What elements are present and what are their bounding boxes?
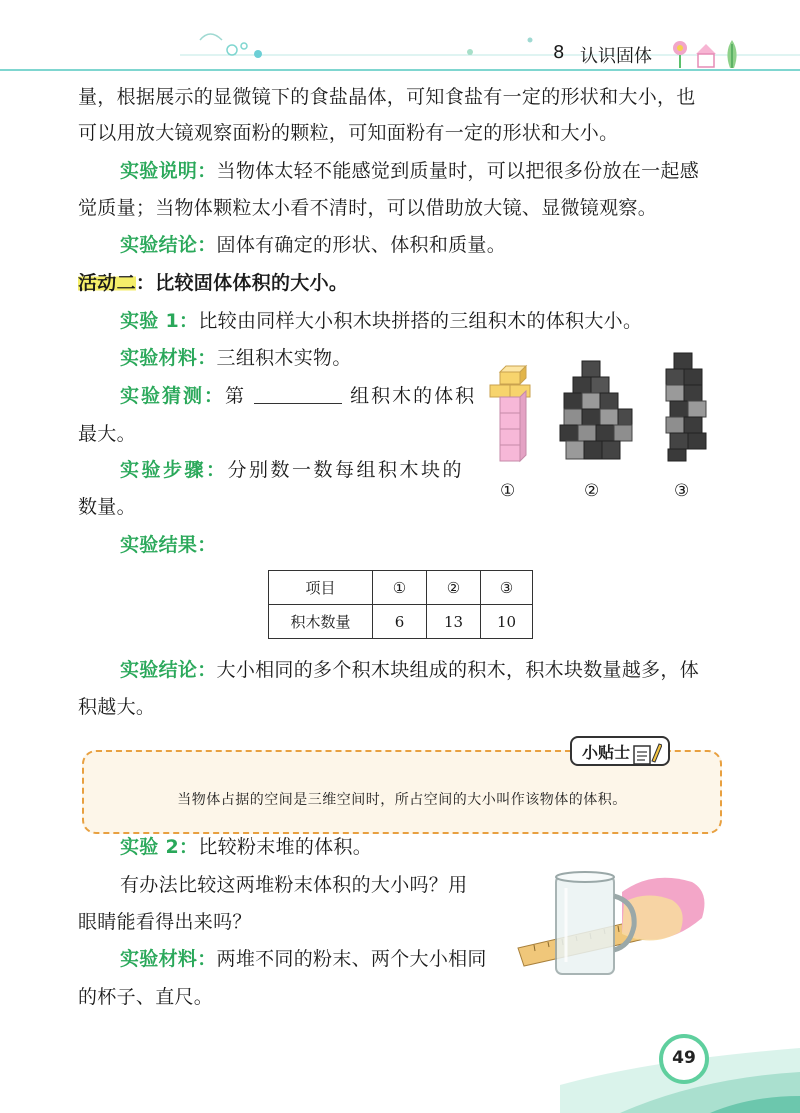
figure-label-2: ②	[584, 481, 600, 501]
paragraph-line: 可以用放大镜观察面粉的颗粒，可知面粉有一定的形状和大小。	[78, 122, 619, 144]
experiment-note	[120, 159, 699, 183]
activity-2-heading	[78, 271, 348, 295]
guess-post: 组积木的体积	[350, 385, 477, 407]
tip-badge	[570, 736, 670, 766]
exp1-label: 实验 1：	[120, 310, 199, 332]
conclusion-label: 实验结论：	[120, 234, 217, 256]
steps-text: 分别数一数每组积木块的	[227, 459, 465, 481]
table-header-cell: ②	[427, 571, 481, 605]
materials-2	[120, 947, 487, 971]
paragraph-line: 量，根据展示的显微镜下的食盐晶体，可知食盐有一定的形状和大小，也	[78, 86, 696, 108]
cup-powder-ruler-illustration	[512, 862, 712, 982]
page-number: 49	[672, 1048, 696, 1068]
figure-label-1: ①	[500, 481, 516, 501]
exp2-text: 比较粉末堆的体积。	[198, 836, 373, 858]
block-group-2	[560, 361, 632, 459]
conclusion-1	[120, 233, 506, 257]
tip-title: 小贴士	[582, 743, 631, 762]
guess-label: 实验猜测：	[120, 385, 226, 407]
conclusion-text: 固体有确定的形状、体积和质量。	[216, 234, 507, 256]
table-header-cell: 项目	[269, 571, 373, 605]
flower-house-icon	[668, 34, 748, 72]
table-header-cell: ①	[373, 571, 427, 605]
results-table	[268, 570, 533, 639]
materials1-label: 实验材料：	[120, 347, 217, 369]
paragraph-line: 最大。	[78, 423, 136, 445]
guess	[120, 384, 476, 408]
paragraph-line: 觉质量；当物体颗粒太小看不清时，可以借助放大镜、显微镜观察。	[78, 197, 658, 219]
block-group-3	[666, 353, 706, 461]
header-chapter-title: 认识固体	[580, 46, 652, 67]
exp2-label: 实验 2：	[120, 836, 199, 858]
notepad-pencil-icon	[632, 741, 662, 767]
activity-2-text: ：比较固体体积的大小。	[135, 272, 349, 294]
experiment-1	[120, 309, 642, 333]
exp1-text: 比较由同样大小积木块拼搭的三组积木的体积大小。	[198, 310, 643, 332]
materials1-text: 三组积木实物。	[216, 347, 352, 369]
experiment-2	[120, 835, 372, 859]
steps-label: 实验步骤：	[120, 459, 228, 481]
table-row	[269, 571, 533, 605]
conclusion2-label: 实验结论：	[120, 659, 217, 681]
table-cell: 6	[373, 605, 427, 639]
question-line: 有办法比较这两堆粉末体积的大小吗？用	[120, 874, 468, 896]
table-row-label: 积木数量	[269, 605, 373, 639]
activity-2-label: 活动二	[78, 272, 136, 294]
paragraph-line: 的杯子、直尺。	[78, 986, 214, 1008]
paragraph-line: 积越大。	[78, 696, 156, 718]
tip-text: 当物体占据的空间是三维空间时，所占空间的大小叫作该物体的体积。	[177, 792, 627, 808]
figure-label-3: ③	[674, 481, 690, 501]
paragraph-line: 数量。	[78, 496, 136, 518]
header-chapter-number: 8	[553, 42, 565, 63]
tip-box	[82, 743, 722, 834]
results-label: 实验结果：	[120, 534, 217, 556]
conclusion2-text: 大小相同的多个积木块组成的积木，积木块数量越多，体	[216, 659, 700, 681]
block-group-1	[490, 366, 530, 461]
table-row	[269, 605, 533, 639]
note-text: 当物体太轻不能感觉到质量时，可以把很多份放在一起感	[216, 160, 700, 182]
table-header-cell: ③	[481, 571, 533, 605]
materials2-text: 两堆不同的粉末、两个大小相同	[216, 948, 487, 970]
table-cell: 13	[427, 605, 481, 639]
steps	[120, 458, 464, 482]
guess-pre: 第	[225, 385, 247, 407]
question-line: 眼睛能看得出来吗？	[78, 911, 252, 933]
answer-blank[interactable]	[254, 385, 342, 404]
materials2-label: 实验材料：	[120, 948, 217, 970]
conclusion-2	[120, 658, 699, 682]
materials-1	[120, 346, 352, 370]
table-cell: 10	[481, 605, 533, 639]
note-label: 实验说明：	[120, 160, 217, 182]
